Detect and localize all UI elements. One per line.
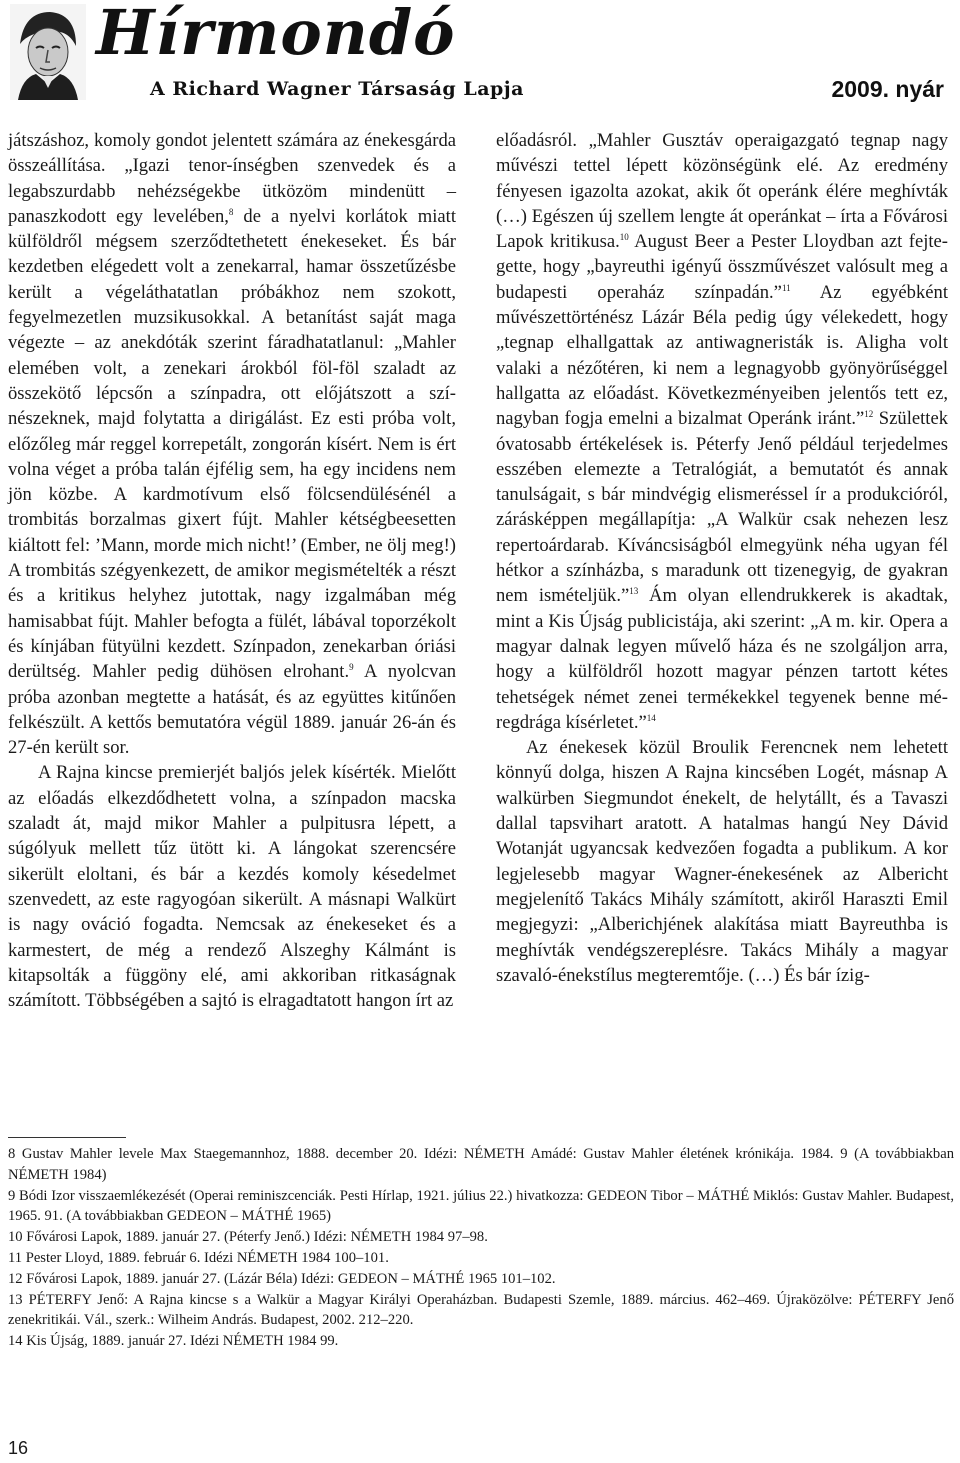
footnote-reference: 11 [781,282,791,293]
paragraph [8,760,456,1013]
paragraph-text: Ám olyan ellendrukkerek is akadtak, mint a Kis Újság publicistája, aki szerint: „A m. kir. Opera a magyar dalnak legyen művelő háza és ne szolgáljon arra, hogy a külföldről hozott magyar pénzen tartott kétes tehetségek német zenei termékekkel tegyenek benne méregdrága kísérletet.” [496,585,948,733]
footnote-reference: 14 [646,712,656,723]
paragraph-text: Az egyébként művészettörténész Lázár Béla pedig úgy vélekedett, hogy „tegnap elhallgattak az antiwagneristák is. Aligha volt valaki a nézőtéren, ki nem a legnagyobb gyönyörűséggel hallgatta az előadást. Következményeiben jelentős tett ez, nagyban fogja emelni a bizalmat Operánk iránt.” [496,281,948,430]
masthead [0,0,960,120]
paragraph-text: előadásról. „Mahler Gusztáv operaigazgató tegnap nagy művészi tettel lépett közönségünk elé. Az eredmény fényesen igazolta azokat, akik őt operánk élére meghívták (…) Egészen új szellem lengte át operánkat – írta a Fővárosi Lapok kritikusa. [496,130,948,253]
paragraph-text: Születtek óvatosabb értékelések is. Péterfy Jenő például terjedelmes esszében elemezte a Tetralógiát, a bemutatót és annak tanulságait, s bár mindvégig elismeréssel ír a produkcióról, zárásképpen megállapítja: „A Walkür csak nehezen lesz repertoárdarab. Kíváncsiságból elmegyünk néha ugyan fél hétkor a színházba, s maradunk ott tizenegyig, de gyakran nem ismételjük.” [496,408,948,607]
magazine-logo-title: Hírmondó [96,0,456,69]
footnote-item: 8 Gustav Mahler levele Max Staegemannhoz, 1888. december 20. Idézi: NÉMETH Amádé: Gustav Mahler életének krónikája. 1984. 9 (A továbbiakban NÉMETH 1984) [8,1146,954,1183]
paragraph-text: játszáshoz, komoly gondot jelentett számára az énekesgárda összeállítása. „Igazi tenor-ínségben szenvedek és a legabszurdabb nehézségekbe ütközöm mindenütt – panaszkodott egy levelében, [8,130,456,227]
magazine-logo-subtitle: A Richard Wagner Társaság Lapja [150,78,524,100]
issue-date: 2009. nyár [831,76,944,102]
footnote-item: 14 Kis Újság, 1889. január 27. Idézi NÉMETH 1984 99. [8,1333,339,1350]
footnote-item: 10 Fővárosi Lapok, 1889. január 27. (Péterfy Jenő.) Idézi: NÉMETH 1984 97–98. [8,1229,488,1246]
wagner-portrait-image [10,4,86,100]
left-text-column [8,128,456,1013]
paragraph-text: A Rajna kincse premierjét baljós jelek kísérték. Mielőtt az előadás elkezdődhetett volna, a színpadon macska szaladt át, majd mikor Mahler a pulpitusra lépett, a súgólyuk mellett tűz ütött ki. A lángokat szerencsére sikerült eloltani, és bár a kezdés komoly késedelmet szenvedett, az este ragyogóan sikerült. A másnapi Walkürt is nagy ováció fogadta. Nemcsak az énekeseket és a karmestert, de még a rendező Alszeghy Kálmánt is kitapsolták a függöny elé, ami akkoriban ritkaságnak számított. Többségében a sajtó is elragadtatott hangon írt az [8,762,456,1012]
paragraph [496,735,948,988]
portrait-engraving-icon [10,4,86,100]
footnote-divider [8,1137,126,1138]
footnote-reference: 12 [864,409,874,420]
footnote-reference: 10 [619,232,629,243]
footnotes-section [8,1144,954,1352]
footnote-reference: 8 [228,206,234,217]
footnote-reference: 13 [629,586,639,597]
right-text-column [496,128,948,988]
paragraph [8,128,456,760]
paragraph [496,128,948,735]
page-number: 16 [8,1438,29,1458]
footnote-reference: 9 [349,662,354,673]
footnote-item: 9 Bódi Izor visszaemlékezését (Operai reminiszcenciák. Pesti Hírlap, 1921. július 22.) hivatkozza: GEDEON Tibor – MÁTHÉ Miklós: Gustav Mahler. Budapest, 1965. 91. (A továbbiakban GEDEON – MÁTHÉ 1965) [8,1187,954,1225]
paragraph-text: August Beer a Pester Lloydban azt fejtegette, hogy „bayreuthi igényű összművészet valósult meg a budapesti operaház színpadán.” [496,231,948,303]
footnote-item: 11 Pester Lloyd, 1889. február 6. Idézi NÉMETH 1984 100–101. [8,1249,389,1266]
paragraph-text: de a nyelvi korlátok miatt külföldről mégsem szerződtethetett énekeseket. És bár kezdetben elégedett volt a zenekarral, hamar összetűzésbe került a végeláthatatlan próbákhoz nem szokott, fegyelmezetlen muzsikusokkal. A betanítást saját maga végezte – az anekdóták szerint fáradhatatlanul: „Mahler elemében volt, a zenekari árokból föl-föl szaladt az összekötő lépcsőn a színpadra, ott előjátszott a színészeknek, majd folytatta a dirigálást. Ez esti próba volt, előzőleg már reggel korrepetált, zongorán kísért. Nem is ért volna véget a próba talán éjfélig sem, ha egy incidens nem jön közbe. A kardmotívum első fölcsendülésénél a trombitás borzalmas gixert fújt. Mahler kétségbeesetten kiáltott fel: ’Mann, morde mich nicht!’ (Ember, ne ölj meg!) A trombitás szégyenkezett, de amikor megismételték a részt és a kritikus helyhez jutottak, nagy izgalmában még hamisabbat fújt. Mahler befogta a fülét, lábával toporzékolt és kínjában fütyülni kezdett. Színpadon, zenekarban óriási derültség. Mahler pedig dühösen elrohant. [8,205,457,683]
paragraph-text: Az énekesek közül Broulik Ferencnek nem lehetett könnyű dolga, hiszen A Rajna kincsében Logét, másnap A walkürben Siegmundot énekelt, de helytállt, és a Tavaszi dallal tapsvihart aratott. A hatalmas hangú Ney Dávid Wotanját ugyancsak kedvezően fogadta a publikum. A kor legjelesebb magyar Wagner-énekesének az Albericht megjelenítő Takács Mihály számított, akiről Haraszti Emil megjegyzi: „Alberichjének alakítása miatt Bayreuthba is meghívták vendégszereplésre. Takács Mihály a magyar szavaló-énekstílus megteremtője. (…) És bár ízig- [496,737,948,986]
footnote-item: 12 Fővárosi Lapok, 1889. január 27. (Lázár Béla) Idézi: GEDEON – MÁTHÉ 1965 101–102. [8,1270,556,1287]
paragraph-text: A nyolcvan próba azonban megtette a hatását, és az együttes kitűnően felkészült. A kettős bemutatóra végül 1889. január 26-án és 27-én került sor. [8,661,456,759]
footnote-item: 13 PÉTERFY Jenő: A Rajna kincse s a Walkür a Magyar Királyi Operaházban. Budapesti Szemle, 1889. március. 462–469. Újraközölve: PÉTERFY Jenő zenekritikái. Vál., szerk.: Wilheim András. Budapest, 2002. 212–220. [8,1291,954,1329]
